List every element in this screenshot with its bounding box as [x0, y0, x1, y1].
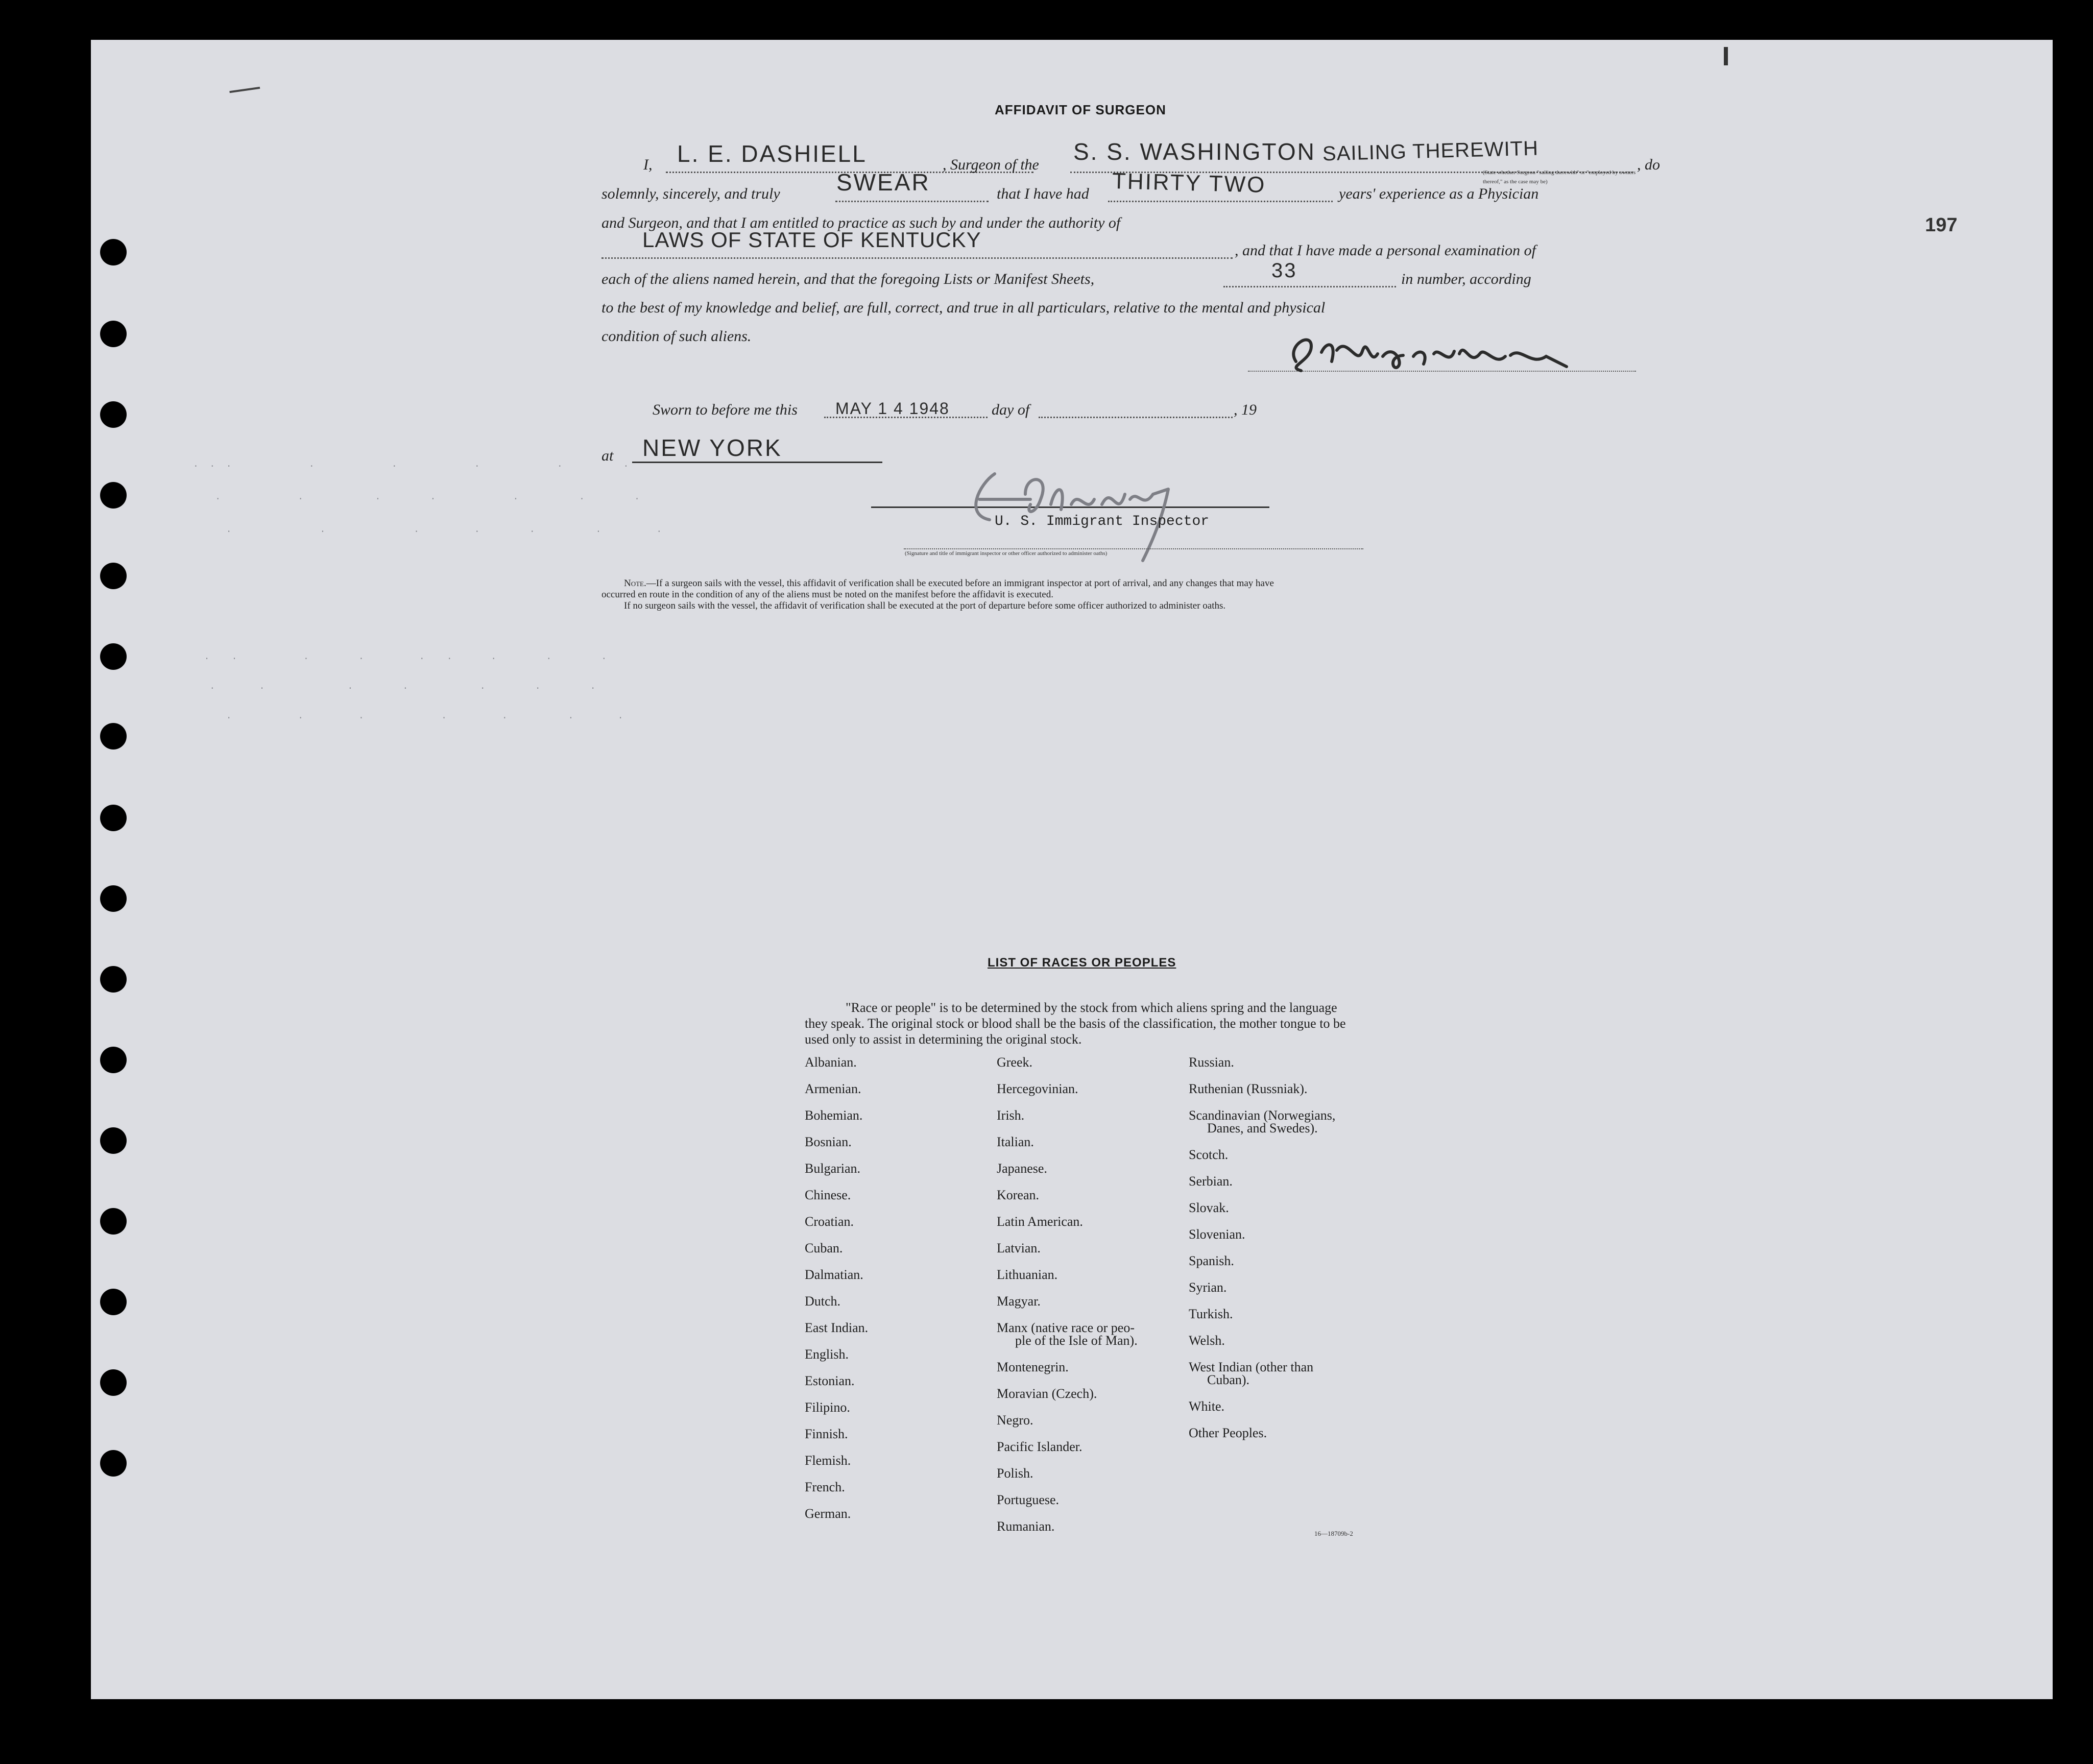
race-item: Irish.: [997, 1108, 1025, 1123]
surgeon-signature: [1281, 326, 1607, 377]
note-line-2: occurred en route in the condition of any of the aliens must be noted on the manifest before the affidavit is executed.: [602, 589, 1053, 600]
text-year-prefix: , 19: [1234, 401, 1257, 418]
race-item: Hercegovinian.: [997, 1081, 1078, 1096]
sheets-count: 33: [1271, 259, 1297, 282]
races-column-2-list: [997, 1056, 1138, 1533]
oath-word: SWEAR: [836, 169, 930, 196]
page-number: 197: [1925, 214, 1958, 236]
signature-caption: (Signature and title of immigrant inspector or other officer authorized to administer oaths): [905, 550, 1108, 557]
race-item: Slovenian.: [1189, 1227, 1245, 1242]
punch-hole: [100, 239, 127, 265]
punch-hole: [100, 321, 127, 347]
races-title: LIST OF RACES OR PEOPLES: [988, 956, 1176, 970]
race-item: Serbian.: [1189, 1174, 1233, 1189]
sworn-place: NEW YORK: [642, 434, 782, 461]
text-and-surgeon: and Surgeon, and that I am entitled to practice as such by and under the authority of: [602, 214, 1121, 231]
text-that-i-have-had: that I have had: [997, 185, 1089, 202]
note-label: Note.: [624, 578, 646, 589]
bleed-through-text-2: . . . . . . . . . . . . . . . . . . . . . . .: [204, 652, 623, 721]
state-whether-caption: (State whether Surgeon "sailing therewith" or "employed by owners thereof," as the case may be): [1483, 170, 1636, 185]
punch-hole: [100, 401, 127, 428]
text-i: I,: [643, 156, 653, 173]
race-item: Croatian.: [805, 1214, 854, 1229]
race-item: French.: [805, 1480, 845, 1494]
fill-line-day-of: [1039, 417, 1233, 418]
race-item: Flemish.: [805, 1453, 851, 1468]
race-item: Bosnian.: [805, 1134, 852, 1149]
race-item: Moravian (Czech).: [997, 1386, 1097, 1401]
race-item: Danes, and Swedes).: [1207, 1121, 1318, 1135]
race-item: Finnish.: [805, 1427, 848, 1441]
punch-hole: [100, 1208, 127, 1235]
race-item: Latin American.: [997, 1214, 1083, 1229]
race-item: Dalmatian.: [805, 1267, 863, 1282]
punch-hole: [100, 1450, 127, 1477]
text-day-of: day of: [992, 401, 1030, 418]
race-item: Estonian.: [805, 1373, 855, 1388]
race-item: Welsh.: [1189, 1333, 1225, 1348]
punch-hole: [100, 482, 127, 509]
surgeon-status-stamp: SAILING THEREWITH: [1322, 137, 1539, 165]
text-surgeon-of-the: , Surgeon of the: [943, 156, 1039, 173]
corner-scribble: [229, 87, 260, 98]
note-line-3: If no surgeon sails with the vessel, the affidavit of verification shall be executed at the port of departure before some officer authorized to administer oaths.: [624, 600, 1226, 611]
race-item: Montenegrin.: [997, 1360, 1069, 1374]
text-in-number: in number, according: [1401, 271, 1531, 287]
text-at: at: [602, 447, 614, 464]
races-column-3: [1189, 1056, 1335, 1440]
punch-hole: [100, 805, 127, 831]
race-item: Syrian.: [1189, 1280, 1227, 1295]
race-item: Spanish.: [1189, 1253, 1234, 1268]
text-personal-exam: , and that I have made a personal examination of: [1235, 242, 1536, 259]
caption-line: [904, 548, 1363, 549]
race-item: Portuguese.: [997, 1492, 1060, 1507]
text-condition: condition of such aliens.: [602, 328, 752, 345]
text-years-experience: years' experience as a Physician: [1339, 185, 1539, 202]
races-column-1-list: [805, 1056, 868, 1520]
races-column-3-list: [1189, 1056, 1335, 1440]
text-each-of-aliens: each of the aliens named herein, and that the foregoing Lists or Manifest Sheets,: [602, 271, 1095, 287]
punch-hole: [100, 1047, 127, 1073]
fill-line-years: [1108, 201, 1333, 202]
manifest-sheet: [91, 40, 2053, 1699]
punch-hole: [100, 563, 127, 589]
race-item: Negro.: [997, 1413, 1033, 1428]
text-solemnly: solemnly, sincerely, and truly: [602, 185, 780, 202]
race-item: Slovak.: [1189, 1200, 1229, 1215]
race-item: Armenian.: [805, 1081, 861, 1096]
races-intro: "Race or people" is to be determined by the stock from which aliens spring and the language they speak. The original stock or blood shall be the basis of the classification, the mother tongue to be used only to assist in determining the original stock.: [805, 1000, 1346, 1047]
races-column-2: [997, 1056, 1138, 1533]
text-best-of-knowledge: to the best of my knowledge and belief, are full, correct, and true in all particulars, relative to the mental and physical: [602, 299, 1326, 316]
text-sworn: Sworn to before me this: [653, 401, 798, 418]
race-item: White.: [1189, 1399, 1225, 1414]
ship-name: S. S. WASHINGTON: [1073, 138, 1316, 165]
race-item: Latvian.: [997, 1241, 1041, 1255]
race-item: Pacific Islander.: [997, 1439, 1082, 1454]
race-item: Albanian.: [805, 1055, 857, 1070]
punch-hole: [100, 723, 127, 750]
surgeon-name: L. E. DASHIELL: [677, 140, 867, 167]
authority-value: LAWS OF STATE OF KENTUCKY: [642, 228, 981, 252]
race-item: Greek.: [997, 1055, 1033, 1070]
races-column-1: [805, 1056, 868, 1520]
race-item: Cuban.: [805, 1241, 843, 1255]
note-text-1: —If a surgeon sails with the vessel, this affidavit of verification shall be executed before an immigrant inspector at port of arrival, and any changes that may have: [646, 578, 1274, 589]
punch-hole: [100, 966, 127, 993]
race-item: Bohemian.: [805, 1108, 863, 1123]
race-item: Polish.: [997, 1466, 1033, 1481]
fill-line-sheets: [1223, 286, 1396, 287]
race-item: East Indian.: [805, 1320, 869, 1335]
bleed-through-text: . . . . . . . . . . . . . . . . . . . . . .: [193, 460, 662, 535]
punch-hole: [100, 1127, 127, 1154]
race-item: Rumanian.: [997, 1519, 1055, 1534]
punch-hole: [100, 643, 127, 670]
race-item: Korean.: [997, 1188, 1040, 1202]
note-line-1: [624, 578, 1274, 589]
race-item: Lithuanian.: [997, 1267, 1058, 1282]
punch-hole: [100, 1289, 127, 1315]
race-item: Filipino.: [805, 1400, 850, 1415]
race-item: ple of the Isle of Man).: [1015, 1333, 1138, 1348]
fill-line-authority: [602, 257, 1233, 259]
punch-hole: [100, 885, 127, 912]
race-item: Ruthenian (Russniak).: [1189, 1081, 1308, 1096]
punch-hole: [100, 1369, 127, 1396]
race-item: Magyar.: [997, 1294, 1041, 1309]
race-item: West Indian (other than: [1189, 1360, 1314, 1374]
text-do: , do: [1637, 156, 1660, 173]
race-item: Italian.: [997, 1134, 1034, 1149]
race-item: Japanese.: [997, 1161, 1047, 1176]
inspector-title: U. S. Immigrant Inspector: [995, 514, 1210, 529]
race-item: Dutch.: [805, 1294, 841, 1309]
race-item: Chinese.: [805, 1188, 851, 1202]
years-experience: THIRTY TWO: [1112, 168, 1266, 198]
race-item: Bulgarian.: [805, 1161, 861, 1176]
race-item: Scandinavian (Norwegians,: [1189, 1108, 1336, 1123]
fill-line-oath: [835, 201, 989, 202]
race-item: Manx (native race or peo-: [997, 1320, 1135, 1335]
fill-line-place: [632, 462, 882, 463]
affidavit-title: AFFIDAVIT OF SURGEON: [995, 102, 1166, 117]
sworn-date-stamp: MAY 1 4 1948: [835, 399, 950, 418]
form-number: 16—18709b-2: [1314, 1530, 1353, 1537]
race-item: Turkish.: [1189, 1307, 1233, 1321]
corner-tick-mark: [1724, 47, 1728, 65]
race-item: German.: [805, 1506, 851, 1521]
race-item: Russian.: [1189, 1055, 1234, 1070]
race-item: Cuban).: [1207, 1372, 1250, 1387]
race-item: Other Peoples.: [1189, 1425, 1267, 1440]
race-item: English.: [805, 1347, 849, 1362]
race-item: Scotch.: [1189, 1147, 1229, 1162]
